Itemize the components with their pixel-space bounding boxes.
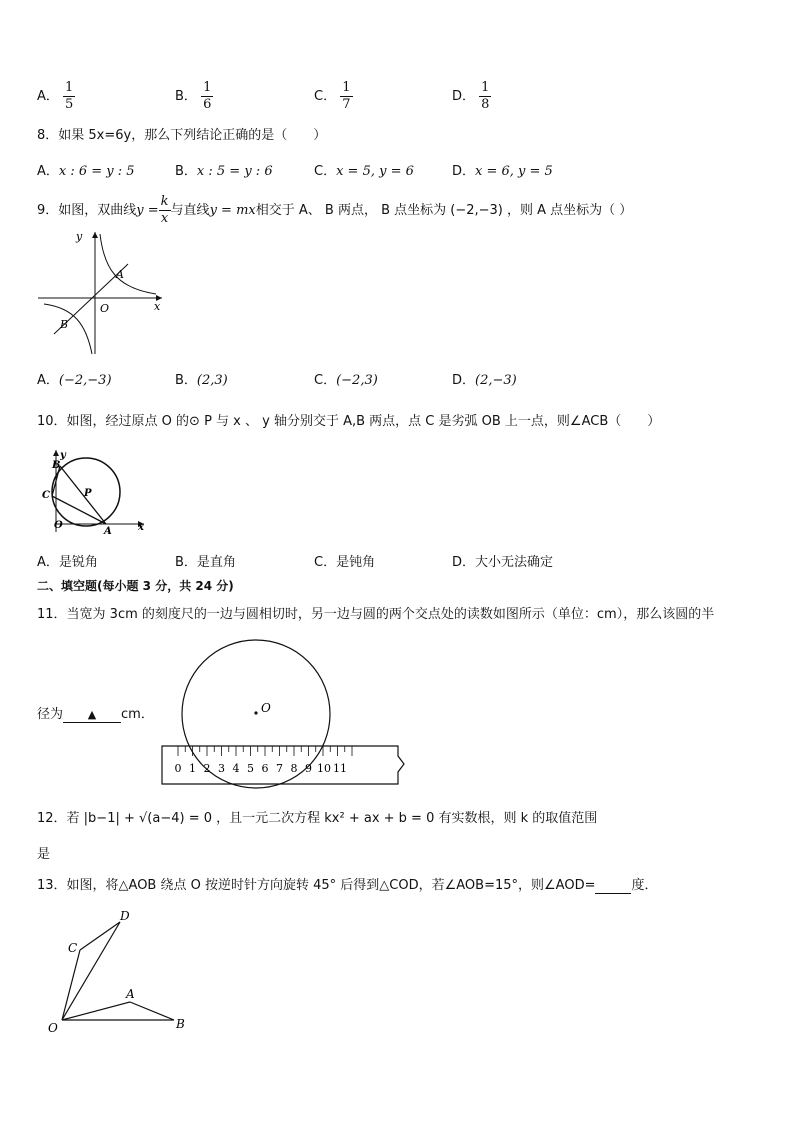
q9-option-a: A．(−2,−3) <box>37 373 112 388</box>
tick-label: 8 <box>290 762 298 775</box>
q8-option-d: D．x = 6, y = 5 <box>452 164 553 179</box>
label-y: y <box>76 230 83 243</box>
tick-label: 2 <box>203 762 211 775</box>
q8-option-a: A．x : 6 = y : 5 <box>37 164 135 179</box>
label-o: O <box>48 1021 58 1035</box>
q11-answer: 径为 ▲ cm． <box>37 707 154 722</box>
label-y: y <box>60 450 66 461</box>
tick-label: 10 <box>317 762 331 775</box>
q10-option-a: A．是锐角 <box>37 555 98 570</box>
q8-option-b: B．x : 5 = y : 6 <box>175 164 273 179</box>
q10-option-b: B．是直角 <box>175 555 236 570</box>
label-b: B <box>60 318 69 331</box>
label-b: B <box>176 1017 185 1031</box>
tick-label: 11 <box>333 762 347 775</box>
y-arrow-icon <box>53 450 59 456</box>
segment-ab <box>60 466 106 524</box>
q10-option-c: C．是钝角 <box>314 555 376 570</box>
tick-label: 3 <box>218 762 225 775</box>
label-d: D <box>120 909 130 923</box>
q9-hyperbola-figure <box>34 228 168 356</box>
tick-label: 0 <box>174 762 182 775</box>
answer-blank[interactable]: ▲ <box>63 707 121 723</box>
segment-oc <box>62 950 80 1020</box>
q11-ruler-figure <box>158 628 408 790</box>
q9-option-c: C．(−2,3) <box>314 373 378 388</box>
fraction: $\frac{1}{7}$ <box>342 80 351 112</box>
q8-stem: 8．如果 5x=6y，那么下列结论正确的是（ ） <box>37 128 327 143</box>
label-p: P <box>84 488 92 499</box>
label-a: A <box>126 987 135 1001</box>
tick-label: 1 <box>189 762 196 775</box>
q7-option-a: A． $\frac{1}{5}$ <box>37 80 74 112</box>
label-o: O <box>54 520 63 531</box>
tick-label: 5 <box>247 762 254 775</box>
q9-stem: 9．如图，双曲线y = $\frac{k}{x}$ 与直线y = mx相交于 A、 B 两点， B 点坐标为 (−2,−3) ，则 A 点坐标为（ ） <box>37 194 633 226</box>
tick-label: 4 <box>232 762 240 775</box>
tick-label: 7 <box>276 762 283 775</box>
q10-circle-figure <box>38 448 150 536</box>
label-x: x <box>154 300 161 313</box>
label-c: C <box>42 490 50 501</box>
label-c: C <box>68 941 78 955</box>
q10-stem: 10．如图，经过原点 O 的⊙ P 与 x 、 y 轴分别交于 A,B 两点，点 C 是劣弧 OB 上一点，则∠ACB（ ） <box>37 414 661 429</box>
y-arrow-icon <box>92 232 98 238</box>
q10-option-d: D．大小无法确定 <box>452 555 554 570</box>
label-a: A <box>116 268 124 281</box>
q9-option-d: D．(2,−3) <box>452 373 517 388</box>
label-a: A <box>104 526 112 536</box>
q8-option-c: C．x = 5, y = 6 <box>314 164 414 179</box>
label-b: B <box>52 460 61 471</box>
fraction: $\frac{1}{5}$ <box>65 80 74 112</box>
tick-label: 9 <box>305 762 312 775</box>
q13-stem: 13．如图，将△AOB 绕点 O 按逆时针方向旋转 45° 后得到△COD，若∠AOB=15°，则∠AOD= 度． <box>37 878 658 893</box>
section-title: 二、填空题(每小题 3 分，共 24 分) <box>37 579 234 593</box>
ruler <box>162 746 404 784</box>
tick-label: 6 <box>261 762 269 775</box>
label-x: x <box>138 522 144 533</box>
label-o: O <box>261 701 271 715</box>
q11-stem: 11．当宽为 3cm 的刻度尺的一边与圆相切时，另一边与圆的两个交点处的读数如图所示（单位：cm），那么该圆的半 <box>37 607 715 622</box>
segment-od <box>62 922 120 1020</box>
q9-option-b: B．(2,3) <box>175 373 228 388</box>
ruler-ticks <box>178 746 352 756</box>
center-dot <box>254 711 257 714</box>
q7-option-d: D． $\frac{1}{8}$ <box>452 80 490 112</box>
fraction: $\frac{1}{8}$ <box>481 80 490 112</box>
q7-option-b: B． $\frac{1}{6}$ <box>175 80 212 112</box>
fraction: $\frac{k}{x}$ <box>160 194 169 226</box>
label-o: O <box>100 302 110 315</box>
fraction: $\frac{1}{6}$ <box>203 80 212 112</box>
q13-rotation-figure <box>44 904 204 1038</box>
segment-ab <box>130 1002 174 1020</box>
q12-line2: 是 <box>37 847 51 862</box>
segment-oa <box>62 1002 130 1020</box>
q12-stem: 12．若 |b−1| + √(a−4) = 0 ，且一元二次方程 kx² + ax + b = 0 有实数根，则 k 的取值范围 <box>37 811 598 826</box>
answer-blank[interactable] <box>595 878 631 894</box>
segment-cd <box>80 922 120 950</box>
q7-option-c: C． $\frac{1}{7}$ <box>314 80 351 112</box>
